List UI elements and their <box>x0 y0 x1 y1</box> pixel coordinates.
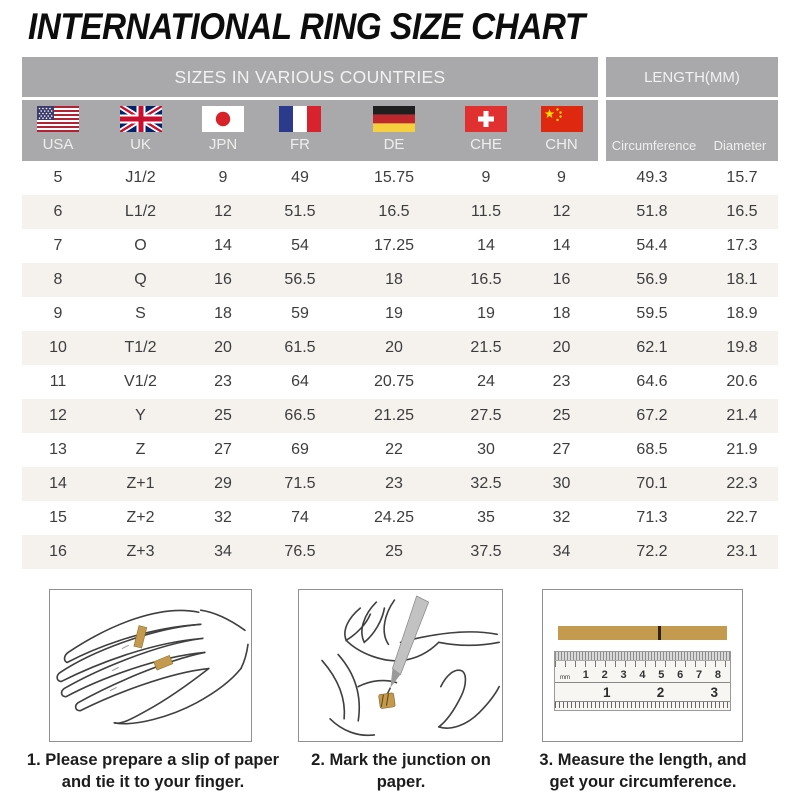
table-row <box>22 433 778 467</box>
step3-caption-line1: 3. Measure the length, and <box>539 751 747 769</box>
hand-with-paper-strip-illustration <box>50 590 251 741</box>
table-cell: 16.5 <box>726 203 758 220</box>
step2-caption <box>288 749 514 794</box>
table-cell: 49.3 <box>636 169 668 186</box>
table-cell: 54 <box>291 237 309 254</box>
table-cell: 62.1 <box>636 339 668 356</box>
table-cell: 12 <box>552 203 571 220</box>
step1-caption <box>8 749 298 794</box>
table-cell: Z+1 <box>126 475 155 492</box>
table-cell: 32 <box>552 509 571 526</box>
ruler-bottom-ticks <box>555 701 730 710</box>
table-cell: 14 <box>214 237 232 254</box>
table-cell: 20.75 <box>373 373 415 390</box>
table-cell: 18.9 <box>726 305 758 322</box>
table-cell: 34 <box>552 543 571 560</box>
column-label-usa: USA <box>42 136 74 153</box>
column-header-fr <box>259 100 341 161</box>
table-cell: 18 <box>552 305 571 322</box>
table-cell: 15.75 <box>373 169 415 186</box>
ruler-cm-number: 4 <box>639 669 646 681</box>
table-body <box>22 161 778 569</box>
table-cell: 66.5 <box>284 407 316 424</box>
table-cell: 23 <box>552 373 571 390</box>
table-cell: 64 <box>291 373 309 390</box>
table-cell: 69 <box>291 441 309 458</box>
table-cell: 14 <box>49 475 67 492</box>
table-row <box>22 331 778 365</box>
table-column-header-row <box>22 100 778 161</box>
table-cell: 17.25 <box>373 237 415 254</box>
table-row <box>22 399 778 433</box>
table-cell: 56.5 <box>284 271 316 288</box>
size-table <box>22 57 778 569</box>
table-row <box>22 467 778 501</box>
step1-illustration-box <box>49 589 252 742</box>
table-cell: 24 <box>477 373 495 390</box>
table-row <box>22 501 778 535</box>
pen-marking-junction-illustration <box>299 590 502 741</box>
table-cell: 51.5 <box>284 203 316 220</box>
table-cell: 76.5 <box>284 543 316 560</box>
table-cell: 8 <box>53 271 63 288</box>
table-cell: 20 <box>214 339 232 356</box>
table-cell: 21.9 <box>726 441 758 458</box>
countries-group-header: SIZES IN VARIOUS COUNTRIES <box>22 57 598 97</box>
table-cell: 67.2 <box>636 407 668 424</box>
usa-flag-icon <box>37 106 79 132</box>
table-row <box>22 263 778 297</box>
table-cell: 70.1 <box>636 475 668 492</box>
table-cell: 54.4 <box>636 237 668 254</box>
step2-caption-line1: 2. Mark the junction on paper. <box>311 751 491 792</box>
column-label-jpn: JPN <box>208 136 238 153</box>
table-cell: J1/2 <box>125 169 156 186</box>
table-cell: 18 <box>214 305 232 322</box>
step1-caption-line2: and tie it to your finger. <box>61 773 245 792</box>
table-cell: 24.25 <box>373 509 415 526</box>
column-header-che <box>447 100 525 161</box>
column-label-fr: FR <box>290 136 310 153</box>
ruler-cm-number: 6 <box>677 669 684 681</box>
table-row <box>22 161 778 195</box>
table-cell: S <box>135 305 146 322</box>
column-header-jpn <box>187 100 259 161</box>
table-cell: V1/2 <box>124 373 157 390</box>
country-columns <box>22 100 598 161</box>
table-cell: 34 <box>214 543 232 560</box>
table-cell: 16 <box>214 271 232 288</box>
table-cell: 22.7 <box>726 509 758 526</box>
table-cell: 18.1 <box>726 271 758 288</box>
china-flag-icon <box>541 106 583 132</box>
table-cell: L1/2 <box>124 203 157 220</box>
column-header-usa <box>22 100 94 161</box>
germany-flag-icon <box>373 106 415 132</box>
length-group-header: LENGTH(MM) <box>606 57 778 97</box>
table-cell: 22 <box>385 441 403 458</box>
table-cell: 17.3 <box>726 237 758 254</box>
table-cell: 72.2 <box>636 543 668 560</box>
table-cell: 15 <box>49 509 67 526</box>
table-cell: 23.1 <box>726 543 758 560</box>
ruler-inch-number: 1 <box>603 684 611 700</box>
table-cell: 16.5 <box>378 203 410 220</box>
uk-flag-icon <box>120 106 162 132</box>
table-cell: 16.5 <box>470 271 502 288</box>
table-cell: 71.5 <box>284 475 316 492</box>
table-cell: 30 <box>552 475 571 492</box>
ruler-illustration <box>554 651 731 711</box>
table-cell: 64.6 <box>636 373 668 390</box>
table-cell: 23 <box>385 475 403 492</box>
table-cell: 25 <box>385 543 403 560</box>
table-cell: 20 <box>385 339 403 356</box>
table-row <box>22 195 778 229</box>
table-cell: 10 <box>49 339 67 356</box>
table-cell: 29 <box>214 475 232 492</box>
table-cell: 25 <box>214 407 232 424</box>
ruler-cm-number: 5 <box>658 669 665 681</box>
table-cell: 16 <box>552 271 571 288</box>
france-flag-icon <box>279 106 321 132</box>
ruler-cm-number: 7 <box>696 669 703 681</box>
column-header-de <box>341 100 447 161</box>
table-cell: 25 <box>552 407 571 424</box>
table-cell: Y <box>135 407 146 424</box>
ruler-edge-hatching <box>555 652 730 661</box>
table-cell: 49 <box>291 169 309 186</box>
table-cell: 59 <box>291 305 309 322</box>
table-cell: O <box>134 237 147 254</box>
table-cell: 9 <box>218 169 228 186</box>
page-title: INTERNATIONAL RING SIZE CHART <box>28 6 585 47</box>
table-row <box>22 297 778 331</box>
table-cell: 27.5 <box>470 407 502 424</box>
column-label-uk: UK <box>130 136 151 153</box>
ruler-cm-number: 1 <box>582 669 589 681</box>
switzerland-flag-icon <box>465 106 507 132</box>
table-cell: 71.3 <box>636 509 668 526</box>
table-cell: Z+3 <box>126 543 155 560</box>
table-cell: 56.9 <box>636 271 668 288</box>
column-label-che-de: DE <box>383 136 405 153</box>
table-cell: 11.5 <box>471 203 501 220</box>
table-cell: Q <box>134 271 147 288</box>
table-cell: 22.3 <box>726 475 758 492</box>
table-cell: 20 <box>552 339 571 356</box>
table-cell: 68.5 <box>636 441 668 458</box>
column-label-diameter: Diameter <box>713 138 767 153</box>
table-cell: Z+2 <box>126 509 155 526</box>
strip-mark <box>658 626 661 640</box>
column-label-che: CHE <box>470 136 502 153</box>
table-cell: 6 <box>53 203 63 220</box>
table-group-header-row <box>22 57 778 97</box>
table-cell: 32 <box>214 509 232 526</box>
ruler-inch-number: 3 <box>710 684 718 700</box>
step3-caption <box>528 749 758 794</box>
table-row <box>22 365 778 399</box>
table-cell: Z <box>135 441 146 458</box>
table-cell: 30 <box>477 441 495 458</box>
table-cell: 19.8 <box>726 339 758 356</box>
table-cell: T1/2 <box>124 339 157 356</box>
table-cell: 27 <box>214 441 232 458</box>
table-cell: 27 <box>552 441 571 458</box>
table-cell: 61.5 <box>284 339 316 356</box>
table-cell: 7 <box>53 237 63 254</box>
ruler-inch-scale <box>555 682 730 701</box>
table-cell: 18 <box>385 271 403 288</box>
table-cell: 51.8 <box>636 203 668 220</box>
table-row <box>22 535 778 569</box>
table-cell: 12 <box>214 203 232 220</box>
length-columns <box>606 100 778 161</box>
table-cell: 9 <box>481 169 491 186</box>
table-cell: 19 <box>385 305 403 322</box>
ruler-cm-scale <box>555 661 730 682</box>
table-cell: 9 <box>53 305 63 322</box>
japan-flag-icon <box>202 106 244 132</box>
table-cell: 11 <box>49 373 67 390</box>
step3-illustration-box <box>542 589 743 742</box>
table-cell: 15.7 <box>726 169 758 186</box>
table-cell: 13 <box>49 441 67 458</box>
table-row <box>22 229 778 263</box>
table-cell: 21.25 <box>373 407 415 424</box>
step2-illustration-box <box>298 589 503 742</box>
table-cell: 19 <box>477 305 495 322</box>
table-cell: 32.5 <box>470 475 502 492</box>
table-cell: 20.6 <box>726 373 758 390</box>
column-label-chn: CHN <box>545 136 578 153</box>
table-cell: 35 <box>477 509 495 526</box>
ruler-cm-number: 2 <box>601 669 608 681</box>
table-cell: 5 <box>53 169 63 186</box>
ruler-inch-number: 2 <box>656 684 665 700</box>
step3-caption-line2: get your circumference. <box>549 773 737 792</box>
table-cell: 21.5 <box>470 339 502 356</box>
table-cell: 74 <box>291 509 309 526</box>
table-cell: 21.4 <box>726 407 758 424</box>
ruler-cm-number: 8 <box>714 669 721 681</box>
table-cell: 59.5 <box>636 305 668 322</box>
column-header-uk <box>94 100 187 161</box>
table-cell: 23 <box>214 373 232 390</box>
instruction-steps <box>0 589 800 800</box>
ruler-unit-label: mm <box>560 675 570 681</box>
table-cell: 16 <box>49 543 67 560</box>
paper-strip-illustration <box>558 626 727 640</box>
table-cell: 12 <box>49 407 67 424</box>
table-cell: 14 <box>477 237 495 254</box>
column-header-chn <box>525 100 598 161</box>
table-cell: 37.5 <box>470 543 502 560</box>
table-cell: 9 <box>557 169 566 186</box>
table-cell: 14 <box>552 237 571 254</box>
column-label-circumference: Circumference <box>611 138 697 153</box>
ruler-cm-number: 3 <box>620 669 627 681</box>
step1-caption-line1: 1. Please prepare a slip of paper <box>26 751 280 769</box>
